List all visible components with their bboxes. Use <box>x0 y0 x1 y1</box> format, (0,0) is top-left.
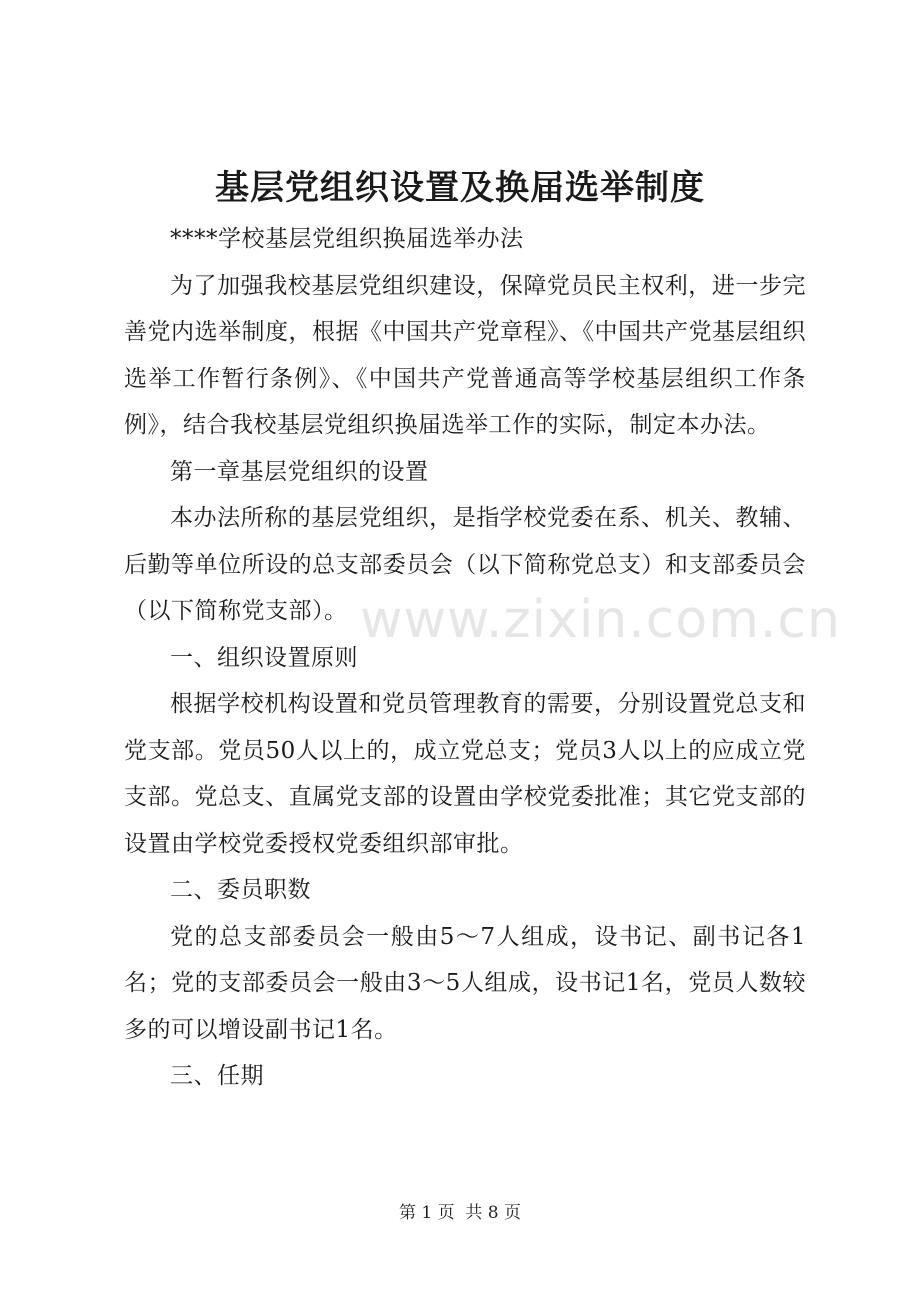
paragraph-members: 党的总支部委员会一般由5～7人组成，设书记、副书记各1名；党的支部委员会一般由3～5人组成，设书记1名，党员人数较多的可以增设副书记1名。 <box>124 923 806 1043</box>
page-number: 第 1 页 <box>398 1203 455 1223</box>
paragraph-intro: 为了加强我校基层党组织建设，保障党员民主权利，进一步完善党内选举制度，根据《中国共产党章程》、《中国共产党基层组织选举工作暂行条例》、《中国共产党普通高等学校基层组织工作条例》，结合我校基层党组织换届选举工作的实际，制定本办法。 <box>124 272 806 438</box>
watermark: www.zixin.com.cn <box>360 590 841 650</box>
paragraph-subtitle: ****学校基层党组织换届选举办法 <box>170 226 524 252</box>
document-body <box>124 216 806 1100</box>
section-heading-principles: 一、组织设置原则 <box>170 644 358 671</box>
page-total: 共 8 页 <box>465 1203 522 1223</box>
section-heading-term: 三、任期 <box>170 1063 264 1089</box>
paragraph-definition: 本办法所称的基层党组织，是指学校党委在系、机关、教辅、后勤等单位所设的总支部委员会（以下简称党总支）和支部委员会（以下简称党支部）。 <box>124 505 806 624</box>
page-footer <box>0 1198 920 1223</box>
paragraph-principles: 根据学校机构设置和党员管理教育的需要，分别设置党总支和党支部。党员50人以上的，成立党总支；党员3人以上的应成立党支部。党总支、直属党支部的设置由学校党委批准；其它党支部的设置由学校党委授权党委组织部审批。 <box>124 691 806 857</box>
section-heading-members: 二、委员职数 <box>170 877 311 903</box>
chapter-heading: 第一章基层党组织的设置 <box>170 458 429 485</box>
document-title: 基层党组织设置及换届选举制度 <box>215 168 705 208</box>
